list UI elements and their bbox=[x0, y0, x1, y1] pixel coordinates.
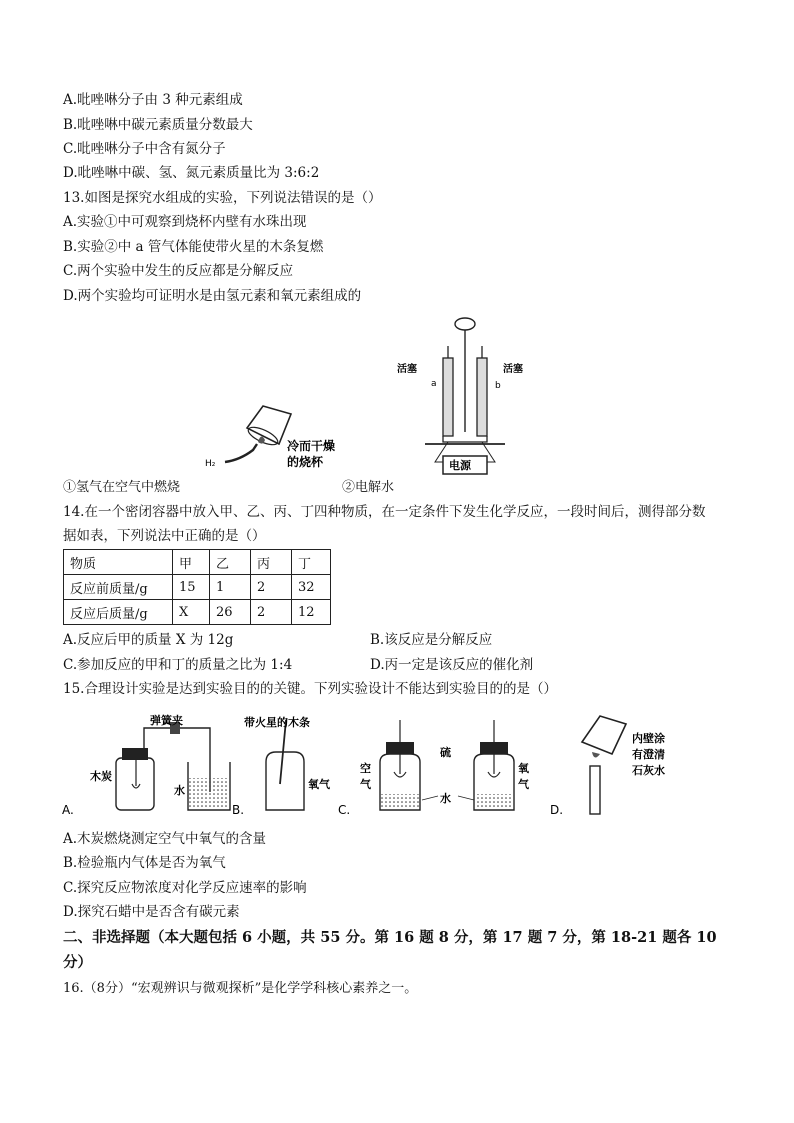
fig-c-label: C. bbox=[338, 803, 351, 817]
table-header-cell: 丁 bbox=[292, 550, 331, 575]
electrolysis-figure bbox=[395, 316, 540, 478]
h2-label: H₂ bbox=[205, 459, 216, 469]
oxygen-label-1: 氧 bbox=[518, 762, 529, 775]
candle-beaker-icon bbox=[582, 716, 626, 814]
tube-b-label: b bbox=[495, 381, 501, 391]
table-header-cell: 物质 bbox=[64, 550, 173, 575]
q13-option-d: D.两个实验均可证明水是由氢元素和氧元素组成的 bbox=[63, 288, 362, 304]
mass-data-table bbox=[63, 549, 331, 625]
glowing-stick-label: 带火星的木条 bbox=[244, 716, 310, 729]
table-cell: 2 bbox=[251, 600, 292, 625]
fig-a-label: A. bbox=[62, 803, 74, 817]
oxygen-bottle-icon bbox=[266, 720, 304, 810]
limewater-label-1: 内壁涂 bbox=[632, 732, 665, 745]
limewater-label-3: 石灰水 bbox=[632, 764, 665, 777]
charcoal-apparatus-icon bbox=[116, 722, 230, 810]
q15-option-b: B.检验瓶内气体是否为氧气 bbox=[63, 855, 226, 871]
tube-a-label: a bbox=[431, 379, 437, 389]
fig-b-label: B. bbox=[232, 803, 245, 817]
figure-2-caption: ②电解水 bbox=[342, 480, 395, 495]
q14-option-d: D.丙一定是该反应的催化剂 bbox=[370, 657, 534, 673]
water-label: 水 bbox=[174, 784, 185, 797]
table-cell: 2 bbox=[251, 575, 292, 600]
table-header-cell: 丙 bbox=[251, 550, 292, 575]
table-cell: X bbox=[173, 600, 210, 625]
hydrogen-burning-figure bbox=[195, 398, 345, 478]
section-2-heading-2: 分） bbox=[63, 954, 92, 971]
q14-stem-1: 14.在一个密闭容器中放入甲、乙、丙、丁四种物质，在一定条件下发生化学反应，一段时间后，测得部分数 bbox=[63, 504, 706, 520]
q15-stem: 15.合理设计实验是达到实验目的的关键。下列实验设计不能达到实验目的的是（） bbox=[63, 681, 557, 697]
funnel-icon bbox=[455, 318, 475, 432]
tube-left-icon bbox=[443, 346, 453, 436]
oxygen-label-2: 气 bbox=[518, 778, 529, 791]
q15-option-a: A.木炭燃烧测定空气中氧气的含量 bbox=[63, 831, 267, 847]
q14-stem-2: 据如表，下列说法中正确的是（） bbox=[63, 528, 266, 544]
table-cell: 1 bbox=[210, 575, 251, 600]
sulfur-label: 硫 bbox=[440, 746, 451, 759]
q16-stem: 16.（8分）“宏观辨识与微观探析”是化学学科核心素养之一。 bbox=[63, 981, 418, 996]
q12-option-b: B.吡唑啉中碳元素质量分数最大 bbox=[63, 117, 253, 133]
figure-1-caption: ①氢气在空气中燃烧 bbox=[63, 480, 181, 495]
q13-option-b: B.实验②中 a 管气体能使带火星的木条复燃 bbox=[63, 239, 324, 255]
q12-option-a: A.吡唑啉分子由 3 种元素组成 bbox=[63, 92, 243, 108]
table-cell: 12 bbox=[292, 600, 331, 625]
beaker-icon bbox=[246, 406, 291, 448]
q13-option-c: C.两个实验中发生的反应都是分解反应 bbox=[63, 263, 294, 279]
q14-option-a: A.反应后甲的质量 X 为 12g bbox=[63, 632, 234, 648]
q14-option-b: B.该反应是分解反应 bbox=[370, 632, 493, 648]
q13-stem: 13.如图是探究水组成的实验，下列说法错误的是（） bbox=[63, 190, 382, 206]
table-row bbox=[64, 575, 331, 600]
table-cell: 反应后质量/g bbox=[64, 600, 173, 625]
air-label-2: 气 bbox=[360, 778, 371, 791]
table-cell: 32 bbox=[292, 575, 331, 600]
beaker-label-1: 冷而干燥 bbox=[287, 439, 336, 453]
tube-right-icon bbox=[477, 346, 487, 436]
air-label-1: 空 bbox=[360, 762, 371, 775]
table-header-cell: 乙 bbox=[210, 550, 251, 575]
q12-option-c: C.吡唑啉分子中含有氮分子 bbox=[63, 141, 226, 157]
table-header-cell: 甲 bbox=[173, 550, 210, 575]
water-label-2: 水 bbox=[440, 792, 451, 805]
table-row bbox=[64, 600, 331, 625]
gas-tube-icon bbox=[225, 444, 257, 462]
spring-clip-label: 弹簧夹 bbox=[150, 714, 183, 727]
table-cell: 15 bbox=[173, 575, 210, 600]
q14-option-c: C.参加反应的甲和丁的质量之比为 1:4 bbox=[63, 657, 293, 673]
q12-option-d: D.吡唑啉中碳、氢、氮元素质量比为 3:6:2 bbox=[63, 165, 320, 181]
valve-left-label: 活塞 bbox=[397, 364, 417, 375]
q15-option-c: C.探究反应物浓度对化学反应速率的影响 bbox=[63, 880, 307, 896]
fig-d-label: D. bbox=[550, 803, 564, 817]
section-2-heading-1: 二、非选择题（本大题包括 6 小题，共 55 分。第 16 题 8 分，第 17 题 7 分，第 18-21 题各 10 bbox=[63, 929, 717, 946]
valve-right-label: 活塞 bbox=[503, 364, 523, 375]
table-cell: 反应前质量/g bbox=[64, 575, 173, 600]
q15-option-d: D.探究石蜡中是否含有碳元素 bbox=[63, 904, 240, 920]
charcoal-label: 木炭 bbox=[90, 770, 112, 783]
power-label: 电源 bbox=[449, 459, 471, 472]
table-cell: 26 bbox=[210, 600, 251, 625]
q15-figures bbox=[60, 712, 740, 820]
beaker-label-2: 的烧杯 bbox=[287, 455, 324, 469]
q13-option-a: A.实验①中可观察到烧杯内壁有水珠出现 bbox=[63, 214, 307, 230]
oxygen-label: 氧气 bbox=[308, 778, 330, 791]
limewater-label-2: 有澄清 bbox=[632, 748, 665, 761]
table-header-row bbox=[64, 550, 331, 575]
